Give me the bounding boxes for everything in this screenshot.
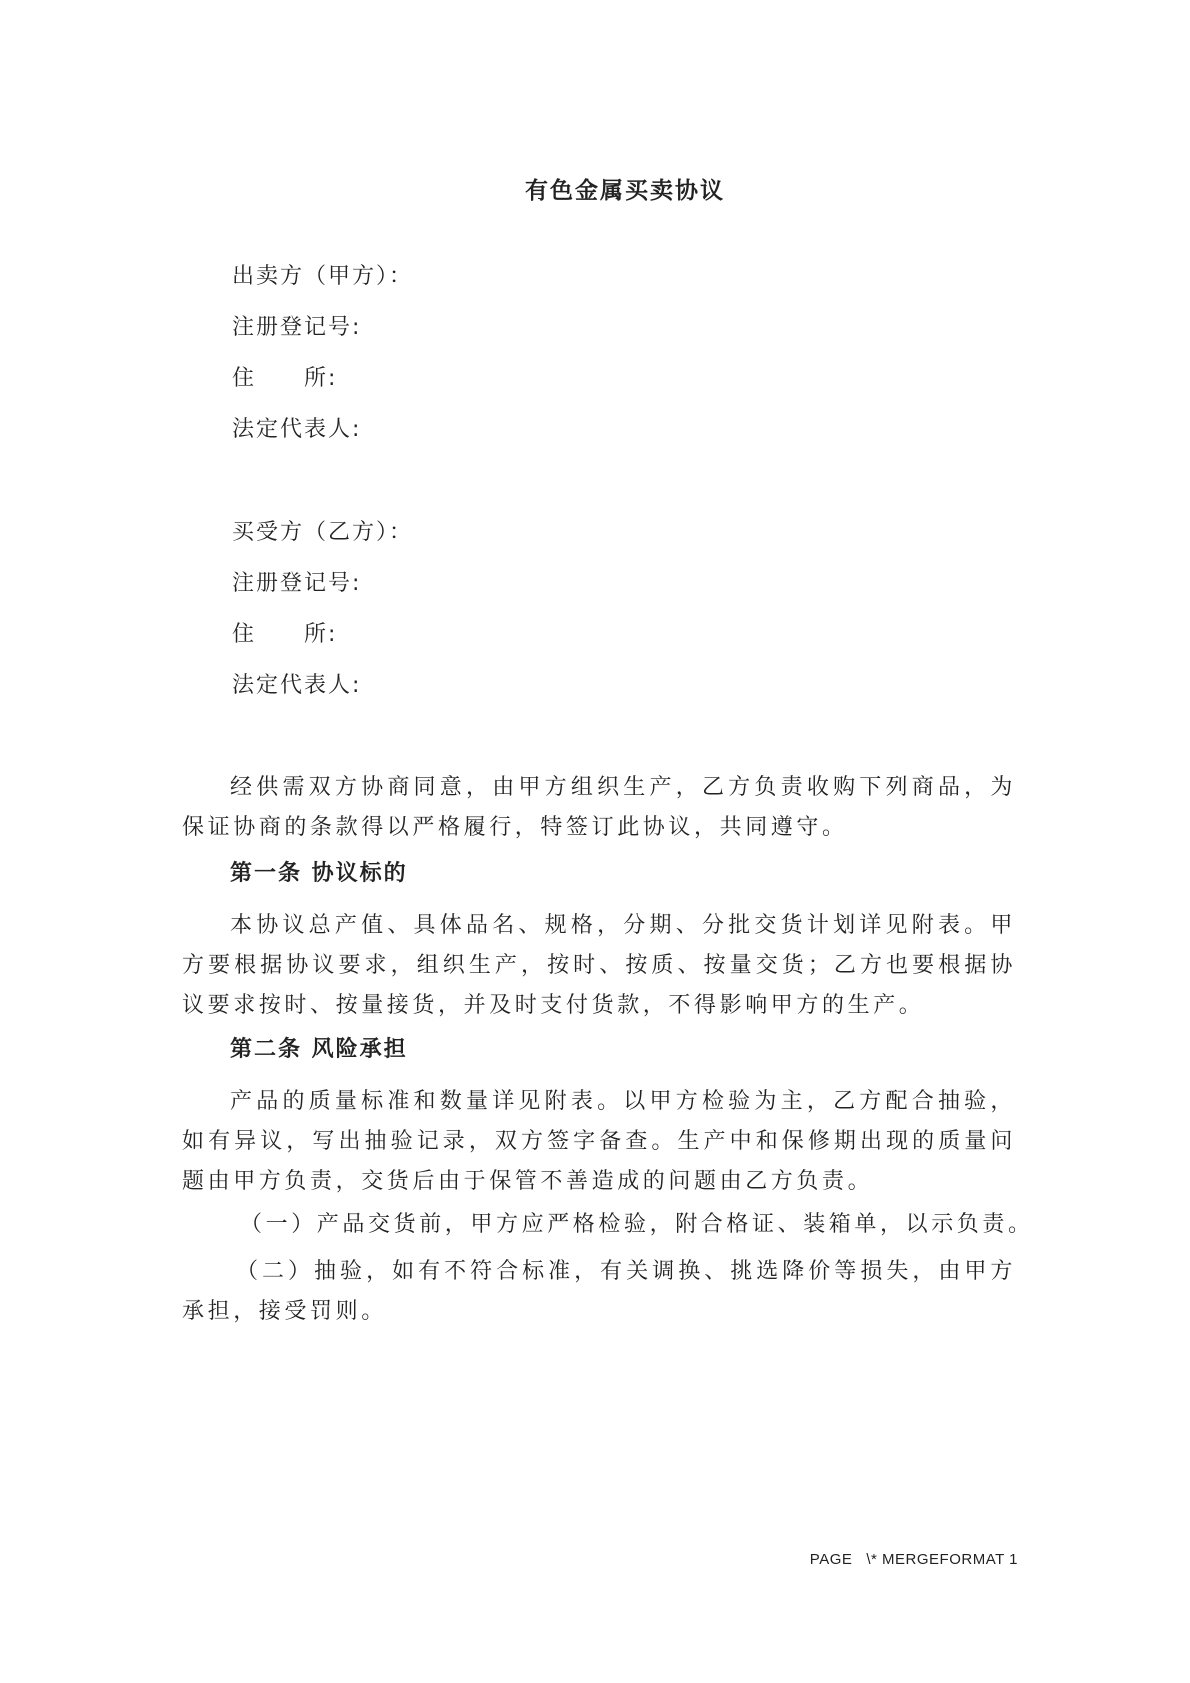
article-1-heading: 第一条 协议标的	[230, 861, 408, 886]
buyer-address-label: 住 所:	[232, 622, 338, 647]
article-2-item-2: （二）抽验，如有不符合标准，有关调换、挑选降价等损失，由甲方承担，接受罚则。	[182, 1259, 1016, 1324]
article-2-body: 产品的质量标准和数量详见附表。以甲方检验为主，乙方配合抽验，如有异议，写出抽验记录，双方签字备查。生产中和保修期出现的质量问题由甲方负责，交货后由于保管不善造成的问题由乙方负责。	[182, 1089, 1016, 1194]
document-title: 有色金属买卖协议	[525, 178, 725, 204]
article-1-body: 本协议总产值、具体品名、规格，分期、分批交货计划详见附表。甲方要根据协议要求，组织生产，按时、按质、按量交货；乙方也要根据协议要求按时、按量接货，并及时支付货款，不得影响甲方的生产。	[182, 913, 1016, 1018]
buyer-rep-label: 法定代表人:	[232, 673, 362, 698]
seller-address-label: 住 所:	[232, 366, 338, 391]
seller-party-label: 出卖方（甲方）：	[232, 264, 414, 289]
seller-reg-no-label: 注册登记号:	[232, 315, 362, 340]
buyer-reg-no-label: 注册登记号:	[232, 571, 362, 596]
page-footer: PAGE \* MERGEFORMAT 1	[809, 1551, 1018, 1568]
article-2-item-1: （一）产品交货前，甲方应严格检验，附合格证、装箱单，以示负责。	[240, 1212, 1034, 1237]
buyer-party-label: 买受方（乙方）：	[232, 520, 414, 545]
intro-paragraph: 经供需双方协商同意，由甲方组织生产，乙方负责收购下列商品，为保证协商的条款得以严格履行，特签订此协议，共同遵守。	[182, 775, 1016, 840]
article-2-heading: 第二条 风险承担	[230, 1037, 408, 1062]
seller-rep-label: 法定代表人:	[232, 417, 362, 442]
